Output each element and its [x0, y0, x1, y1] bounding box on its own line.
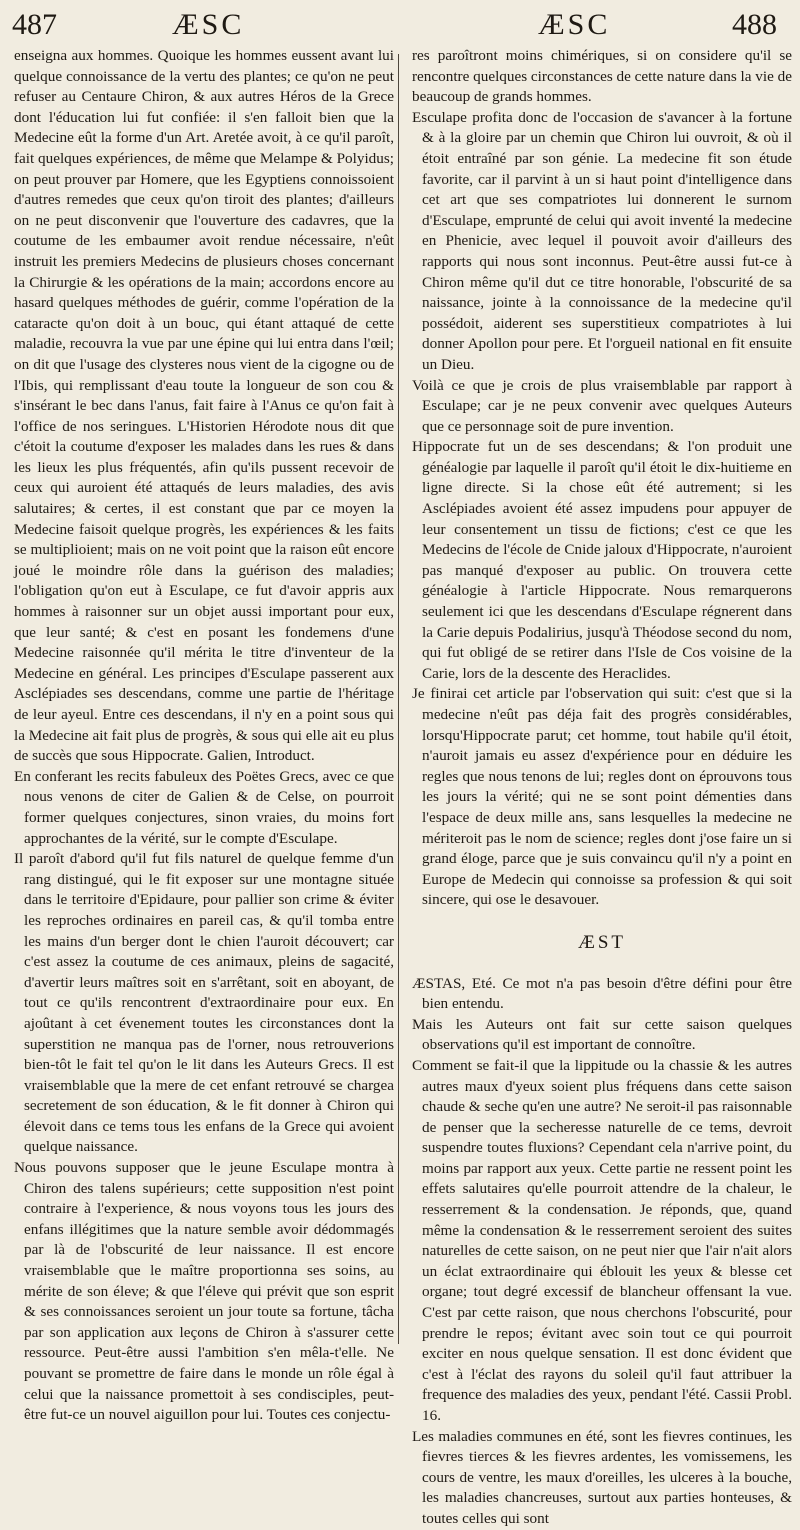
paragraph: ÆSTAS, Eté. Ce mot n'a pas besoin d'être défini pour être bien entendu.	[412, 974, 792, 1013]
left-column	[14, 46, 394, 1424]
page-number-right: 488	[732, 8, 777, 41]
paragraph: Je finirai cet article par l'observation qui suit: c'est que si la medecine n'eût pas déja fait des progrès considérables, lorsqu'Hippocrate parut; cet homme, tout habile qu'il étoit, n'auroit jamais eu assez d'expérience pour en déduire les regles que nous tenons de lui; regles dont on éprouvons tous les jours la vérité; qui ne se sont point démenties dans l'espace de deux mille ans, sans lesquelles la medecine ne mériteroit pas le nom de science; regles dont j'ose faire un si grand éloge, parce que je suis convaincu qu'il n'y a point en Europe de Medecin qui connoisse sa profession & qui soit sincere, qui ose le desavouer.	[412, 685, 792, 909]
page-number-left: 487	[12, 8, 57, 41]
paragraph: enseigna aux hommes. Quoique les hommes eussent avant lui quelque connoissance de la vertu des plantes; ce qu'on ne peut refuser au Centaure Chiron, & aux autres Héros de la Grece dont l'éducation lui fut confiée: il s'en falloit bien que la Medecine eût la forme d'un Art. Aretée avoit, à ce qu'il paroît, fait quelques expériences, de même que Melampe & Polyidus; on peut prouver par Homere, que les Egyptiens connoissoient d'autres remedes que ceux qu'on tiroit des plantes; d'ailleurs on ne peut disconvenir que l'ouverture des cadavres, que la coutume de les embaumer avoit rendue nécessaire, n'eût instruit les premiers Medecins de plusieurs choses concernant la Chirurgie & les opérations de la main; accordons encore au hasard quelques méthodes de guérir, comme l'opération de la cataracte qu'on doit à un bouc, qui étant attaqué de cette maladie, recouvra la vue par une épine qui lui entra dans l'œil; on dit que l'usage des clysteres nous vient de la cigogne ou de l'Ibis, qui remplissant d'eau toute la longueur de son cou & s'insérant le bec dans l'anus, fait faire à l'Anus ce qu'on fait à l'office de nos seringues. L'Historien Hérodote nous dit que c'étoit la coutume d'exposer les malades dans les rues & dans les lieux les plus fréquentés, afin qu'ils pussent recevoir de ceux qui auroient été attaqués de leurs maladies, des avis salutaires; & certes, il est constant que par ce moyen la Medecine faisoit quelque progrès, les expériences & les faits se multiplioient; mais on ne voit point que la raison eût encore joué le moindre rôle dans la guérison des maladies; l'obligation qu'on eut à Esculape, ce fut d'avoir appris aux hommes à raisonner sur un objet aussi important pour eux, que leur santé; & c'est en posant les fondemens d'une Medecine raisonnée qu'il mérita le titre d'inventeur de la Medecine en général. Les principes d'Esculape passerent aux Asclépiades ses descendans, comme une partie de l'héritage de leur ayeul. Entre ces descendans, il n'y en a point sous qui la Medecine ait fait plus de progrès, & sous qui elle ait eu plus de succès que sous Hippocrate. Galien, Introduct.	[14, 47, 394, 765]
paragraph: Nous pouvons supposer que le jeune Esculape montra à Chiron des talens supérieurs; cette supposition n'est point contraire à l'experience, & nous voyons tous les jours des enfans illégitimes que la nature semble avoir dédommagés par là de l'obscurité de leur naissance. Il est encore vraisemblable que le maître proportionna ses soins, au mérite de son éleve; & que l'éleve qui prévit que son esprit & ses connoissances seroient un jour toute sa fortune, tâcha par son application aux leçons de Chiron à s'assurer cette ressource. Peut-être aussi l'ambition s'en mêla-t'elle. Ne pouvant se promettre de faire dans le monde un rôle égal à celui que la naissance promettoit à ses condisciples, peut-être fut-ce un nouvel aiguillon pour lui. Toutes ces conjectu-	[14, 1159, 394, 1424]
paragraph: Les maladies communes en été, sont les fievres continues, les fievres tierces & les fievres ardentes, les vomissemens, les cours de ventre, les maux d'oreilles, les ulceres à la bouche, les maladies chancreuses, surtout aux parties honteuses, & toutes celles qui sont	[412, 1427, 792, 1527]
paragraph: Hippocrate fut un de ses descendans; & l'on produit une généalogie par laquelle il paroît qu'il étoit le dix-huitieme en ligne directe. Si la chose eût été autrement; si les Asclépiades avoient été assez impudens pour appuyer de leur consentement un tissu de fictions; c'est ce que les Medecins de l'école de Cnide jaloux d'Hippocrate, n'auroient pas manqué d'exposer au public. On trouvera cette généalogie à l'article Hippocrate. Nous remarquerons seulement ici que les descendans d'Esculape régnerent dans la Carie depuis Podalirius, jusqu'à Théodose second du nom, qui fut obligé de se retirer dans l'Isle de Cos voisine de la Carie, lors de la descente des Heraclides.	[412, 438, 792, 682]
paragraph: Comment se fait-il que la lippitude ou la chassie & les autres autres maux d'yeux soient plus fréquens dans cette saison chaude & seche qu'en une autre? Ne seroit-il pas raisonnable de penser que la secheresse naturelle de ce tems, devroit suspendre toutes fluxions? Cependant cela n'arrive point, du moins par rapport aux yeux. Cette partie ne ressent point les effets salutaires qu'elle pourroit attendre de la chaleur, le resserrement & la condensation. Je réponds, que, quand même la condensation & le resserrement seroient des suites naturelles de cette saison, on ne peut nier que l'air n'ait alors un éclat extraordinaire qui éblouit les yeux & blesse cet organe; tout degré excessif de blancheur offensant la vue. C'est par cette raison, que nous cherchons l'obscurité, pour prendre le repos; évitant avec soin tout ce qui pourroit exciter en nous quelque sensation. Il est donc évident que c'est à l'éclat des rayons du soleil qu'il faut attribuer la frequence des maladies des yeux, pendant l'été. Cassii Probl. 16.	[412, 1056, 792, 1424]
paragraph: Voilà ce que je crois de plus vraisemblable par rapport à Esculape; car je ne peux convenir avec quelques Auteurs que ce personnage soit de pure invention.	[412, 376, 792, 435]
paragraph: Esculape profita donc de l'occasion de s'avancer à la fortune & à la gloire par un chemin que Chiron lui ouvroit, & où il étoit entraîné par son génie. La medecine fit son étude favorite, car il parvint à un si haut point d'intelligence dans cet art que ses compatriotes lui donnerent le surnom d'Esculape, emprunté de celui qui avoit inventé la medecine en Phenicie, avec lequel il pouvoit avoir d'ailleurs des rapports qui nous sont inconnus. Peut-être aussi fut-ce à Chiron même qu'il dut ce titre honorable, l'obscurité de sa naissance, jointe à la connoissance de la medecine qu'il possédoit, aiderent ses superstitieux compatriotes à lui donner Apollon pour pere. Et l'orgueil national en fit ensuite un Dieu.	[412, 108, 792, 373]
paragraph: res paroîtront moins chimériques, si on considere qu'il se rencontre quelques circonstances de cette nature dans la vie de beaucoup de grands hommes.	[412, 47, 792, 106]
right-column	[412, 46, 792, 1527]
paragraph: Mais les Auteurs ont fait sur cette saison quelques observations qu'il est important de connoître.	[412, 1015, 792, 1054]
paragraph: Il paroît d'abord qu'il fut fils naturel de quelque femme d'un rang distingué, qui le fit exposer sur une montagne située dans le territoire d'Epidaure, pour pallier son crime & éviter les reproches ordinaires en pareil cas, & qu'il tomba entre les mains d'un berger dont le chien l'auroit découvert; car c'est assez la coutume de ces animaux, pleins de sagacité, d'avertir leurs maîtres soit en s'arrêtant, soit en aboyant, de tout ce qu'ils rencontrent d'extraordinaire pour eux. En ajoûtant à cet évenement toutes les circonstances dont la superstition ne manqua pas de l'orner, nous retrouverions bien-tôt le fait tel qu'on le lit dans les Auteurs Grecs. Il est vraisemblable que la mere de cet enfant retrouvé se chargea secretement de son éducation, & le fit donner à Chiron qui élevoit dans ce tems tous les enfans de la Grece qui avoient quelque naissance.	[14, 850, 394, 1156]
section-heading: ÆST	[577, 931, 627, 953]
running-head-left: ÆSC	[172, 8, 245, 41]
paragraph: En conferant les recits fabuleux des Poëtes Grecs, avec ce que nous venons de citer de Galien & de Celse, on pourroit former quelques conjectures, sinon vraies, du moins fort approchantes de la vérité, sur le compte d'Esculape.	[14, 767, 394, 847]
column-divider	[398, 54, 399, 1344]
running-head-right: ÆSC	[538, 8, 611, 41]
